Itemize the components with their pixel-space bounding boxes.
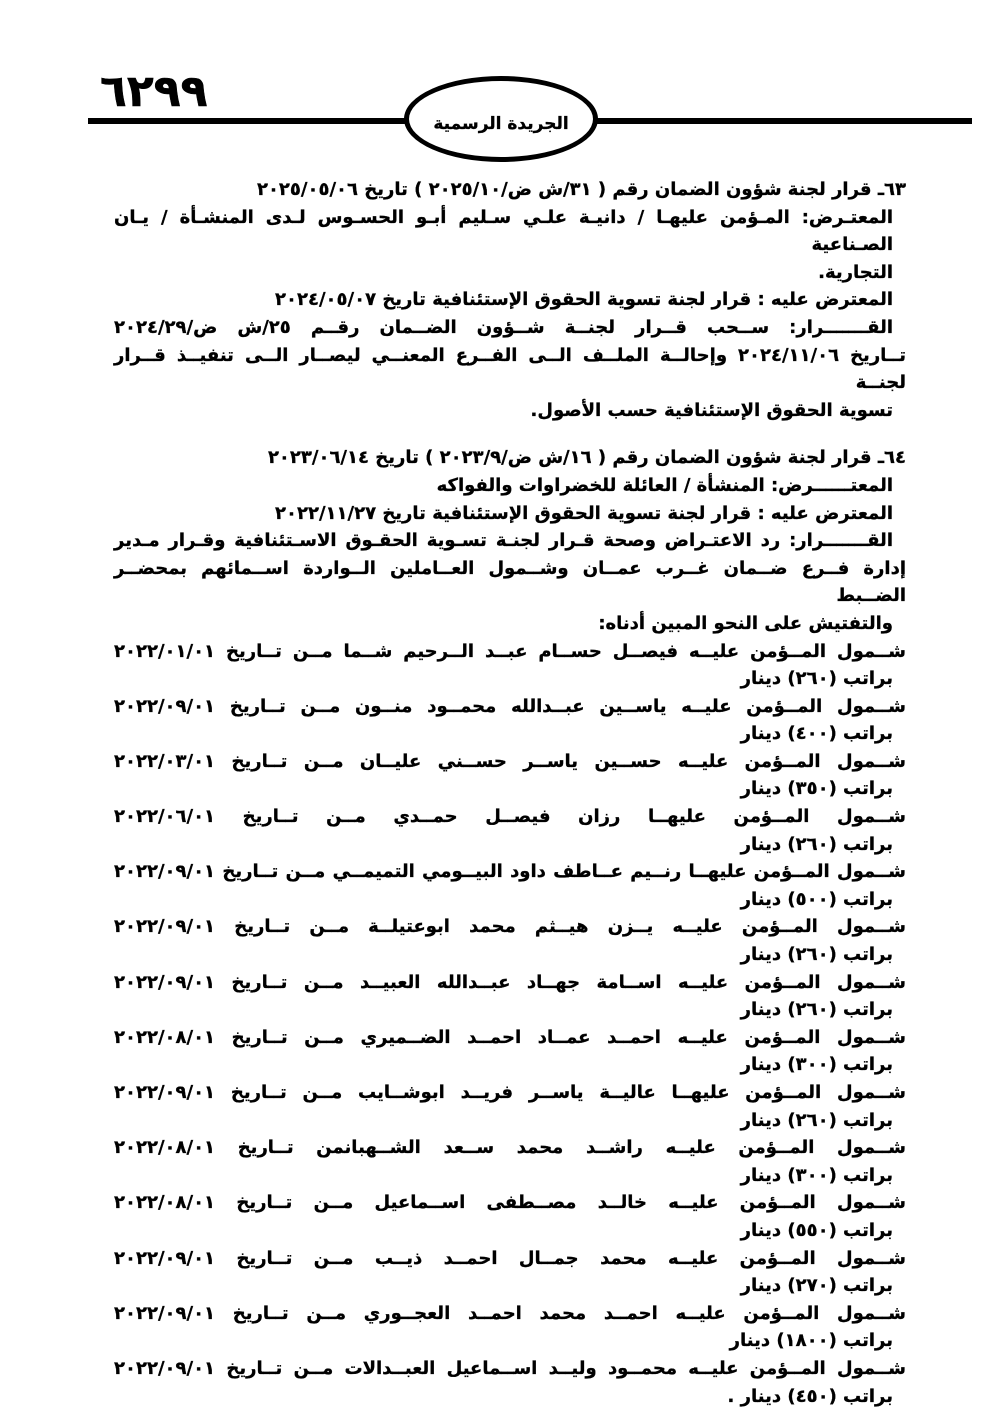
document-line: شــمول المــؤمن عليهــا عاليــة ياســر فريــد ابوشــايب مــن تــاريخ ٢٠٢٢/٠٩/٠١ [114, 1082, 906, 1103]
document-line: براتب (٢٧٠) دينار [740, 1275, 893, 1297]
document-line: براتب (٥٥٠) دينار [740, 1219, 893, 1241]
document-line: شــمول المــؤمن عليــه احمــد محمد احمــد العجــوري مــن تــاريخ ٢٠٢٢/٠٩/٠١ [114, 1302, 906, 1324]
document-line: براتب (٢٦٠) دينار [740, 668, 893, 690]
gazette-section-decision-63 [114, 176, 906, 424]
document-line: براتب (٢٦٠) دينار [740, 944, 893, 966]
document-line: شــمول المــؤمن عليــه يــزن هيــثم محمد ابوعتيلــة مــن تــاريخ ٢٠٢٢/٠٩/٠١ [114, 916, 906, 938]
document-line: براتب (٤٥٠) دينار . [727, 1385, 893, 1407]
gazette-banner-title: الجريدة الرسمية [433, 114, 569, 134]
gazette-section-decision-64 [114, 444, 906, 1410]
document-line: تسوية الحقوق الإستئنافية حسب الأصول. [530, 399, 893, 421]
page-number: ٦٢٩٩ [100, 66, 208, 117]
gazette-banner [404, 76, 598, 162]
document-line: شــمول المــؤمن عليــه خالــد مصــطفى اســماعيل مــن تــاريخ ٢٠٢٢/٠٨/٠١ [114, 1192, 906, 1214]
document-line: إدارة فــرع ضــمان غــرب عمــان وشــمول العــاملين الــواردة اســمائهم بمحضــر الضــبط [114, 557, 906, 607]
document-line: شــمول المــؤمن عليــه راشــد محمد ســعد الشــهبانمن تــاريخ ٢٠٢٢/٠٨/٠١ [114, 1137, 906, 1159]
document-line: براتب (٢٦٠) دينار [740, 1109, 893, 1131]
document-line: شــمول المــؤمن عليــه ياســين عبــدالله محمــود منــون مــن تــاريخ ٢٠٢٢/٠٩/٠١ [114, 695, 906, 717]
document-line: التجارية. [818, 261, 893, 283]
document-line: براتب (٣٠٠) دينار [740, 1054, 893, 1076]
document-line: المعترض عليه : قرار لجنة تسوية الحقوق الإستئنافية تاريخ ٢٠٢٤/٠٥/٠٧ [275, 289, 893, 311]
document-line: براتب (٥٠٠) دينار [740, 888, 893, 910]
document-line: شــمول المــؤمن عليــه فيصــل حســام عبــد الــرحيم شــما مــن تــاريخ ٢٠٢٢/٠١/٠١ [114, 640, 906, 662]
document-line: شــمول المــؤمن عليهــا رزان فيصــل حمــدي مــن تــاريخ ٢٠٢٢/٠٦/٠١ [114, 806, 906, 828]
document-line: شــمول المــؤمن عليــه اســامة جهــاد عبــدالله العبيــد مــن تــاريخ ٢٠٢٢/٠٩/٠١ [114, 971, 906, 993]
document-line: براتب (٣٠٠) دينار [740, 1164, 893, 1186]
document-line: تــاريخ ٢٠٢٤/١١/٠٦ وإحالــة الملــف الــى الفــرع المعنــي ليصــار الــى تنفيــذ قــرار لجنــة [114, 344, 907, 394]
document-line: شــمول المــؤمن عليــه محمد جمــال احمــد ذيــب مــن تــاريخ ٢٠٢٢/٠٩/٠١ [114, 1247, 906, 1269]
document-body [114, 176, 906, 1410]
document-line: المعترض عليه : قرار لجنة تسوية الحقوق الإستئنافية تاريخ ٢٠٢٢/١١/٢٧ [275, 502, 893, 524]
document-line: المعتــــــرض: المنشأة / العائلة للخضراوات والفواكه [436, 474, 893, 496]
document-line: ٦٣ـ قرار لجنة شؤون الضمان رقم ( ٣١/ش ض/٢٠٢٥/١٠ ) تاريخ ٢٠٢٥/٠٥/٠٦ [256, 179, 906, 200]
document-line: براتب (١٨٠٠) دينار [729, 1330, 893, 1352]
document-line: شــمول المــؤمن عليــه حســين ياســر حســني عليــان مــن تــاريخ ٢٠٢٢/٠٣/٠١ [114, 750, 906, 772]
document-line: شــمول المــؤمن عليهــا رنــيم عــاطف داود البيــومي التميمــي مــن تــاريخ ٢٠٢٢/٠٩/٠١ [114, 861, 906, 883]
document-line: براتب (٢٦٠) دينار [740, 833, 893, 855]
document-line: ٦٤ـ قرار لجنة شؤون الضمان رقم ( ١٦/ش ض/٢٠٢٣/٩ ) تاريخ ٢٠٢٣/٠٦/١٤ [267, 447, 906, 469]
document-line: القـــــــرار: ســحب قــرار لجنــة شــؤون الضــمان رقــم ٢٥/ش ض/٢٠٢٤/٢٩ [114, 316, 894, 338]
document-line: القـــــــرار: رد الاعتـراض وصحة قـرار لجنـة تسـوية الحقـوق الاسـتئنافية وقـرار مـدير [114, 530, 893, 552]
document-line: براتب (٤٠٠) دينار [740, 723, 893, 745]
document-line: المعتـرض: المـؤمن عليهـا / دانيـة علـي سـليم أبـو الحسـوس لـدى المنشـأة / يـان الصـناعية [114, 206, 893, 256]
document-line: براتب (٣٥٠) دينار [740, 778, 893, 800]
document-line: براتب (٢٦٠) دينار [740, 999, 893, 1021]
document-line: شــمول المــؤمن عليــه محمــود وليــد اســماعيل العبــدالات مــن تــاريخ ٢٠٢٢/٠٩/٠١ [114, 1357, 906, 1379]
document-line: والتفتيش على النحو المبين أدناه: [598, 612, 893, 634]
document-line: شــمول المــؤمن عليــه احمــد عمــاد احمــد الضــميري مــن تــاريخ ٢٠٢٢/٠٨/٠١ [114, 1026, 906, 1048]
